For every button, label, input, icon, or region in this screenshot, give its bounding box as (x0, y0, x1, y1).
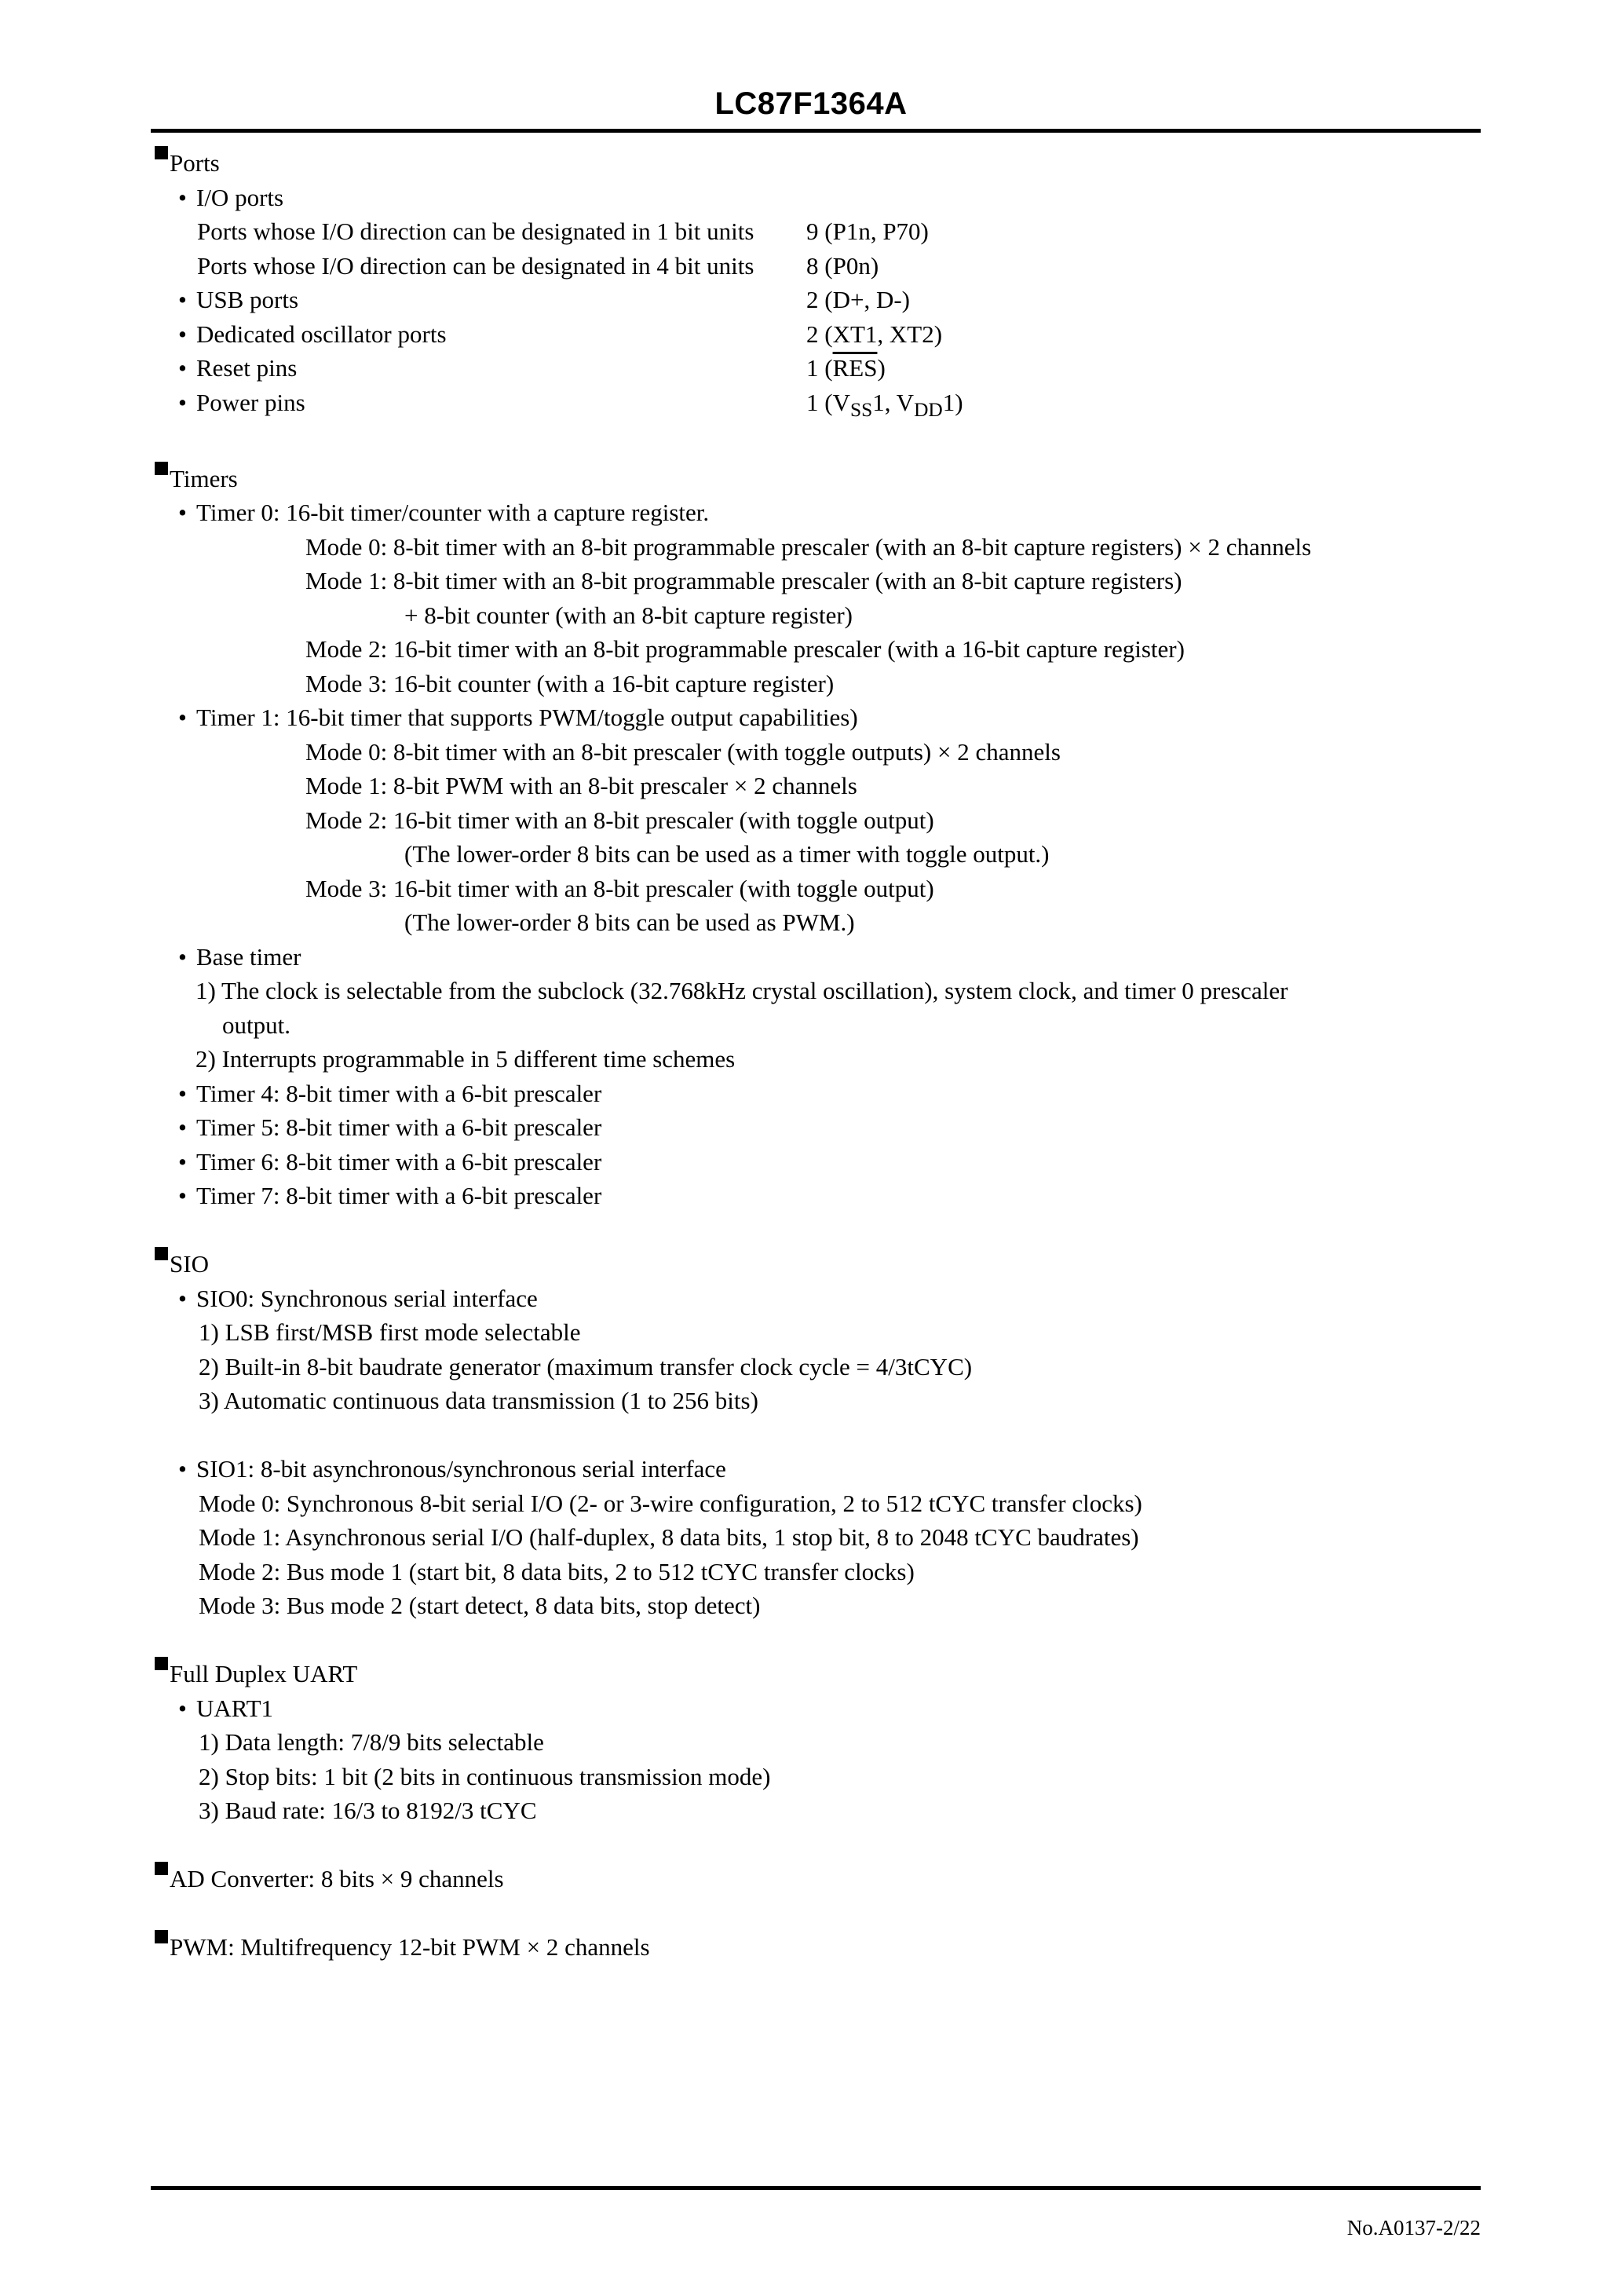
list-item: + 8-bit counter (with an 8-bit capture register) (404, 601, 853, 629)
bullet-icon (178, 283, 196, 317)
list-item: 1) LSB first/MSB first mode selectable (199, 1318, 581, 1347)
list-item: Mode 2: 16-bit timer with an 8-bit prescaler (with toggle output) (305, 806, 934, 834)
list-item: output. (222, 1011, 290, 1039)
bullet-icon (178, 386, 196, 420)
bullet-icon (178, 351, 196, 386)
reset-pin-name: $\overline{RES}$ (832, 354, 878, 382)
list-item: Mode 3: 16-bit counter (with a 16-bit capture register) (305, 669, 835, 697)
header-rule (151, 129, 1481, 133)
list-item: Mode 0: 8-bit timer with an 8-bit programmable prescaler (with an 8-bit capture registers) × 2 channels (305, 532, 1312, 561)
list-item: Timer 4: 8-bit timer with a 6-bit prescaler (196, 1079, 602, 1107)
document-number: No.A0137-2/22 (1346, 2216, 1481, 2239)
list-item: Mode 2: 16-bit timer with an 8-bit programmable prescaler (with a 16-bit capture register) (305, 635, 1185, 664)
timers-section (155, 462, 1481, 1213)
list-item: Timer 5: 8-bit timer with a 6-bit prescaler (196, 1113, 602, 1142)
list-item: I/O ports (196, 183, 284, 211)
section-heading: Ports (170, 149, 220, 177)
list-item: Timer 7: 8-bit timer with a 6-bit prescaler (196, 1182, 602, 1210)
bullet-icon (178, 317, 196, 352)
list-item: 1) The clock is selectable from the subclock (32.768kHz crystal oscillation), system clock, and timer 0 prescaler (195, 977, 1288, 1005)
list-item: Mode 1: 8-bit PWM with an 8-bit prescaler × 2 channels (305, 772, 857, 800)
table-row: Ports whose I/O direction can be designated in 4 bit units 8 (P0n) (197, 251, 879, 280)
table-row: •Power pins 1 ($V_{SS}1$, $V_{DD}1$) (155, 386, 1481, 428)
page-title: LC87F1364A (714, 86, 908, 121)
pwm-section (155, 1930, 1481, 1965)
document-body (155, 146, 1481, 1965)
square-bullet-icon (155, 1657, 168, 1670)
table-row: •Reset pins 1 $(\overline{RES})$ (155, 351, 1481, 386)
footer-rule (151, 2186, 1481, 2190)
uart-section (155, 1657, 1481, 1828)
list-item: Mode 1: Asynchronous serial I/O (half-duplex, 8 data bits, 1 stop bit, 8 to 2048 tCYC baudrates) (199, 1523, 1139, 1552)
list-item: Mode 0: 8-bit timer with an 8-bit prescaler (with toggle outputs) × 2 channels (305, 737, 1061, 766)
section-heading: AD Converter: 8 bits × 9 channels (170, 1865, 504, 1893)
bullet-icon (178, 1281, 196, 1316)
list-item: 2) Built-in 8-bit baudrate generator (maximum transfer clock cycle = 4/3tCYC) (199, 1352, 973, 1380)
bullet-icon (178, 495, 196, 530)
list-item: Timer 6: 8-bit timer with a 6-bit prescaler (196, 1147, 602, 1175)
list-item: SIO0: Synchronous serial interface (196, 1284, 538, 1312)
list-item: Mode 1: 8-bit timer with an 8-bit programmable prescaler (with an 8-bit capture registers) (305, 567, 1182, 595)
bullet-icon (178, 940, 196, 974)
square-bullet-icon (155, 146, 168, 159)
bullet-icon (178, 1077, 196, 1111)
bullet-icon (178, 1452, 196, 1486)
list-item: Timer 0: 16-bit timer/counter with a capture register. (196, 499, 710, 527)
bullet-icon (178, 1179, 196, 1213)
square-bullet-icon (155, 1930, 168, 1943)
square-bullet-icon (155, 1862, 168, 1875)
section-heading: Timers (170, 464, 238, 492)
list-item: UART1 (196, 1694, 274, 1722)
bullet-icon (178, 1145, 196, 1179)
section-heading: Full Duplex UART (170, 1660, 358, 1688)
square-bullet-icon (155, 462, 168, 475)
ports-section (155, 146, 1481, 427)
sio-section (155, 1247, 1481, 1623)
bullet-icon (178, 1691, 196, 1726)
list-item: Mode 3: Bus mode 2 (start detect, 8 data bits, stop detect) (199, 1592, 761, 1620)
table-row: Ports whose I/O direction can be designated in 1 bit units 9 (P1n, P70) (197, 218, 929, 245)
list-item: 2) Stop bits: 1 bit (2 bits in continuous transmission mode) (199, 1762, 771, 1790)
section-heading: SIO (170, 1250, 209, 1278)
table-row: •USB ports 2 (D+, D-) (155, 283, 1481, 317)
table-row: •Dedicated oscillator ports 2 (XT1, XT2) (155, 317, 1481, 352)
square-bullet-icon (155, 1247, 168, 1260)
list-item: SIO1: 8-bit asynchronous/synchronous serial interface (196, 1455, 726, 1483)
ad-section (155, 1862, 1481, 1896)
list-item: Mode 0: Synchronous 8-bit serial I/O (2- or 3-wire configuration, 2 to 512 tCYC transfer clocks) (199, 1489, 1142, 1517)
list-item: (The lower-order 8 bits can be used as a timer with toggle output.) (404, 840, 1050, 868)
list-item: Mode 3: 16-bit timer with an 8-bit prescaler (with toggle output) (305, 874, 934, 902)
list-item: 3) Baud rate: 16/3 to 8192/3 tCYC (199, 1797, 537, 1825)
bullet-icon (178, 181, 196, 215)
list-item: (The lower-order 8 bits can be used as PWM.) (404, 909, 855, 937)
list-item: 3) Automatic continuous data transmission (1 to 256 bits) (199, 1387, 758, 1415)
bullet-icon (178, 700, 196, 735)
list-item: Base timer (196, 942, 301, 971)
list-item: 1) Data length: 7/8/9 bits selectable (199, 1728, 544, 1757)
list-item: Mode 2: Bus mode 1 (start bit, 8 data bits, 2 to 512 tCYC transfer clocks) (199, 1557, 915, 1585)
list-item: 2) Interrupts programmable in 5 different time schemes (195, 1045, 736, 1073)
bullet-icon (178, 1110, 196, 1145)
list-item: Timer 1: 16-bit timer that supports PWM/toggle output capabilities) (196, 704, 858, 732)
section-heading: PWM: Multifrequency 12-bit PWM × 2 channels (170, 1933, 650, 1961)
